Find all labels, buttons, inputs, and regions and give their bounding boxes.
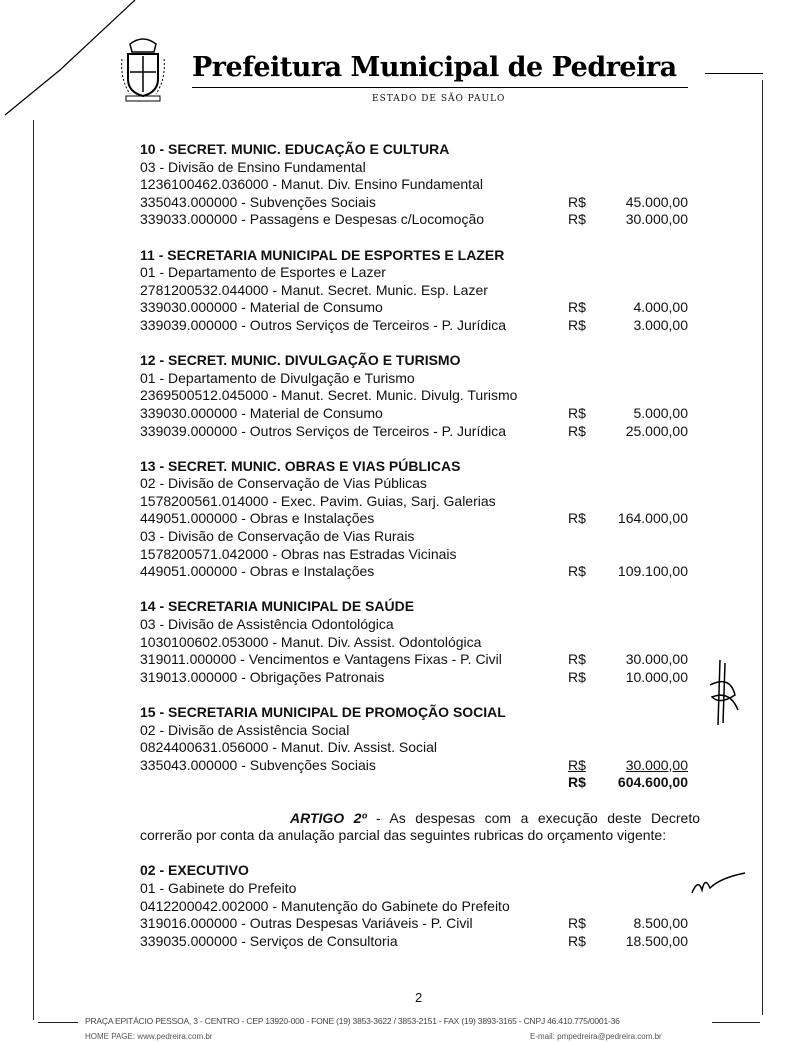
amount-value: 25.000,00 bbox=[625, 422, 688, 439]
budget-line bbox=[140, 493, 700, 511]
line-description: 01 - Gabinete do Prefeito bbox=[140, 879, 297, 896]
budget-line bbox=[140, 475, 700, 493]
budget-section bbox=[140, 598, 700, 686]
currency-label: R$ bbox=[568, 756, 586, 773]
line-description: 2781200532.044000 - Manut. Secret. Munic. Esp. Lazer bbox=[140, 281, 488, 298]
budget-line bbox=[140, 722, 700, 740]
line-description: 01 - Departamento de Esportes e Lazer bbox=[140, 264, 386, 281]
amount-value: 45.000,00 bbox=[625, 193, 688, 210]
footer-address: PRAÇA EPITÁCIO PESSOA, 3 - CENTRO - CEP 13920-000 - FONE (19) 3853-3622 / 3853-2151 - FAX (19) 3893-3165 - CNPJ 46.410.775/0001-36 bbox=[85, 1016, 620, 1026]
amount-value: 18.500,00 bbox=[625, 932, 688, 949]
line-description: 339039.000000 - Outros Serviços de Terceiros - P. Jurídica bbox=[140, 422, 507, 439]
line-description: 1030100602.053000 - Manut. Div. Assist. Odontológica bbox=[140, 633, 482, 650]
amount-value: 4.000,00 bbox=[633, 299, 688, 316]
total-currency: R$ bbox=[568, 774, 586, 791]
line-description: 0412200042.002000 - Manutenção do Gabinete do Prefeito bbox=[140, 897, 510, 914]
currency-label: R$ bbox=[568, 668, 586, 685]
budget-section bbox=[140, 458, 700, 581]
budget-line bbox=[140, 880, 700, 898]
amount-value: 5.000,00 bbox=[633, 404, 688, 421]
signature-initials bbox=[700, 655, 745, 730]
line-description: 1578200561.014000 - Exec. Pavim. Guias, Sarj. Galerias bbox=[140, 492, 496, 509]
budget-line bbox=[140, 616, 700, 634]
amount-value: 30.000,00 bbox=[625, 211, 688, 228]
line-description: 01 - Departamento de Divulgação e Turismo bbox=[140, 369, 415, 386]
corner-mark bbox=[0, 0, 140, 130]
budget-line bbox=[140, 159, 700, 177]
budget-line bbox=[140, 405, 700, 423]
budget-line bbox=[140, 651, 700, 669]
line-description: 03 - Divisão de Ensino Fundamental bbox=[140, 158, 366, 175]
budget-line bbox=[140, 739, 700, 757]
amount-value: 30.000,00 bbox=[625, 651, 688, 668]
section-title: 10 - SECRET. MUNIC. EDUCAÇÃO E CULTURA bbox=[140, 141, 450, 157]
page-subtitle: ESTADO DE SÃO PAULO bbox=[372, 94, 506, 104]
budget-section bbox=[140, 247, 700, 335]
line-description: 449051.000000 - Obras e Instalações bbox=[140, 563, 375, 580]
line-description: 319016.000000 - Outras Despesas Variáveis - P. Civil bbox=[140, 915, 473, 932]
budget-line bbox=[140, 898, 700, 916]
budget-line bbox=[140, 282, 700, 300]
currency-label: R$ bbox=[568, 563, 586, 580]
budget-line bbox=[140, 933, 700, 951]
currency-label: R$ bbox=[568, 299, 586, 316]
line-description: 02 - Divisão de Assistência Social bbox=[140, 721, 350, 738]
budget-line bbox=[140, 299, 700, 317]
page-frame-right bbox=[762, 80, 764, 1015]
amount-value: 10.000,00 bbox=[625, 668, 688, 685]
budget-line bbox=[140, 317, 700, 335]
document-body bbox=[140, 141, 700, 968]
budget-line bbox=[140, 194, 700, 212]
budget-line bbox=[140, 563, 700, 581]
amount-value: 8.500,00 bbox=[633, 915, 688, 932]
line-description: 339030.000000 - Material de Consumo bbox=[140, 299, 383, 316]
budget-line bbox=[140, 546, 700, 564]
amount-value: 3.000,00 bbox=[633, 316, 688, 333]
title-dash bbox=[705, 73, 763, 74]
total-amount: 604.600,00 bbox=[617, 774, 688, 791]
budget-line bbox=[140, 757, 700, 775]
budget-line bbox=[140, 176, 700, 194]
footer-homepage: HOME PAGE: www.pedreira.com.br bbox=[85, 1032, 213, 1041]
title-rule bbox=[192, 87, 688, 88]
currency-label: R$ bbox=[568, 404, 586, 421]
budget-line bbox=[140, 915, 700, 933]
budget-line bbox=[140, 387, 700, 405]
footer-email: E-mail: pmpedreira@pedreira.com.br bbox=[530, 1032, 662, 1041]
page-title: Prefeitura Municipal de Pedreira bbox=[192, 52, 677, 83]
line-description: 339033.000000 - Passagens e Despesas c/Locomoção bbox=[140, 211, 485, 228]
budget-line bbox=[140, 510, 700, 528]
currency-label: R$ bbox=[568, 211, 586, 228]
amount-value: 30.000,00 bbox=[625, 756, 688, 773]
article-paragraph bbox=[140, 810, 700, 845]
section-title: 14 - SECRETARIA MUNICIPAL DE SAÚDE bbox=[140, 598, 415, 615]
currency-label: R$ bbox=[568, 316, 586, 333]
amount-value: 164.000,00 bbox=[617, 510, 688, 527]
currency-label: R$ bbox=[568, 193, 586, 210]
article-text: - As despesas com a execução deste Decreto correrão por conta da anulação parcial das seguintes rubricas do orçamento vigente: bbox=[140, 809, 700, 844]
section-title: 13 - SECRET. MUNIC. OBRAS E VIAS PÚBLICAS bbox=[140, 457, 461, 474]
line-description: 339039.000000 - Outros Serviços de Terceiros - P. Jurídica bbox=[140, 316, 507, 333]
currency-label: R$ bbox=[568, 915, 586, 932]
line-description: 335043.000000 - Subvenções Sociais bbox=[140, 756, 376, 773]
article-lead: ARTIGO 2º bbox=[290, 809, 367, 826]
budget-section bbox=[140, 141, 700, 229]
section-title: 15 - SECRETARIA MUNICIPAL DE PROMOÇÃO SOCIAL bbox=[140, 704, 506, 720]
line-description: 449051.000000 - Obras e Instalações bbox=[140, 510, 375, 527]
currency-label: R$ bbox=[568, 422, 586, 439]
budget-line bbox=[140, 370, 700, 388]
section-title: 02 - EXECUTIVO bbox=[140, 862, 249, 879]
line-description: 335043.000000 - Subvenções Sociais bbox=[140, 193, 376, 210]
page-frame-left bbox=[33, 120, 34, 1020]
budget-section bbox=[140, 352, 700, 440]
line-description: 319013.000000 - Obrigações Patronais bbox=[140, 668, 385, 685]
budget-line bbox=[140, 528, 700, 546]
budget-line bbox=[140, 264, 700, 282]
line-description: 2369500512.045000 - Manut. Secret. Munic. Divulg. Turismo bbox=[140, 387, 518, 404]
currency-label: R$ bbox=[568, 651, 586, 668]
currency-label: R$ bbox=[568, 510, 586, 527]
footer-dash bbox=[712, 1022, 760, 1023]
footer-dash bbox=[38, 1022, 78, 1023]
line-description: 03 - Divisão de Assistência Odontológica bbox=[140, 616, 394, 633]
budget-line bbox=[140, 211, 700, 229]
budget-line bbox=[140, 634, 700, 652]
line-description: 1578200571.042000 - Obras nas Estradas Vicinais bbox=[140, 545, 457, 562]
budget-section bbox=[140, 704, 700, 774]
total-line bbox=[140, 774, 700, 792]
line-description: 02 - Divisão de Conservação de Vias Públicas bbox=[140, 475, 427, 492]
page-number: 2 bbox=[415, 990, 423, 1005]
amount-value: 109.100,00 bbox=[617, 563, 688, 580]
line-description: 1236100462.036000 - Manut. Div. Ensino Fundamental bbox=[140, 176, 483, 193]
line-description: 339035.000000 - Serviços de Consultoria bbox=[140, 932, 398, 949]
budget-section bbox=[140, 862, 700, 950]
currency-label: R$ bbox=[568, 932, 586, 949]
line-description: 339030.000000 - Material de Consumo bbox=[140, 404, 383, 421]
line-description: 0824400631.056000 - Manut. Div. Assist. Social bbox=[140, 739, 438, 756]
budget-line bbox=[140, 423, 700, 441]
section-title: 11 - SECRETARIA MUNICIPAL DE ESPORTES E LAZER bbox=[140, 246, 505, 263]
budget-line bbox=[140, 669, 700, 687]
section-title: 12 - SECRET. MUNIC. DIVULGAÇÃO E TURISMO bbox=[140, 352, 461, 369]
line-description: 03 - Divisão de Conservação de Vias Rurais bbox=[140, 528, 415, 545]
signature-rubric bbox=[690, 868, 750, 898]
line-description: 319011.000000 - Vencimentos e Vantagens Fixas - P. Civil bbox=[140, 651, 502, 668]
